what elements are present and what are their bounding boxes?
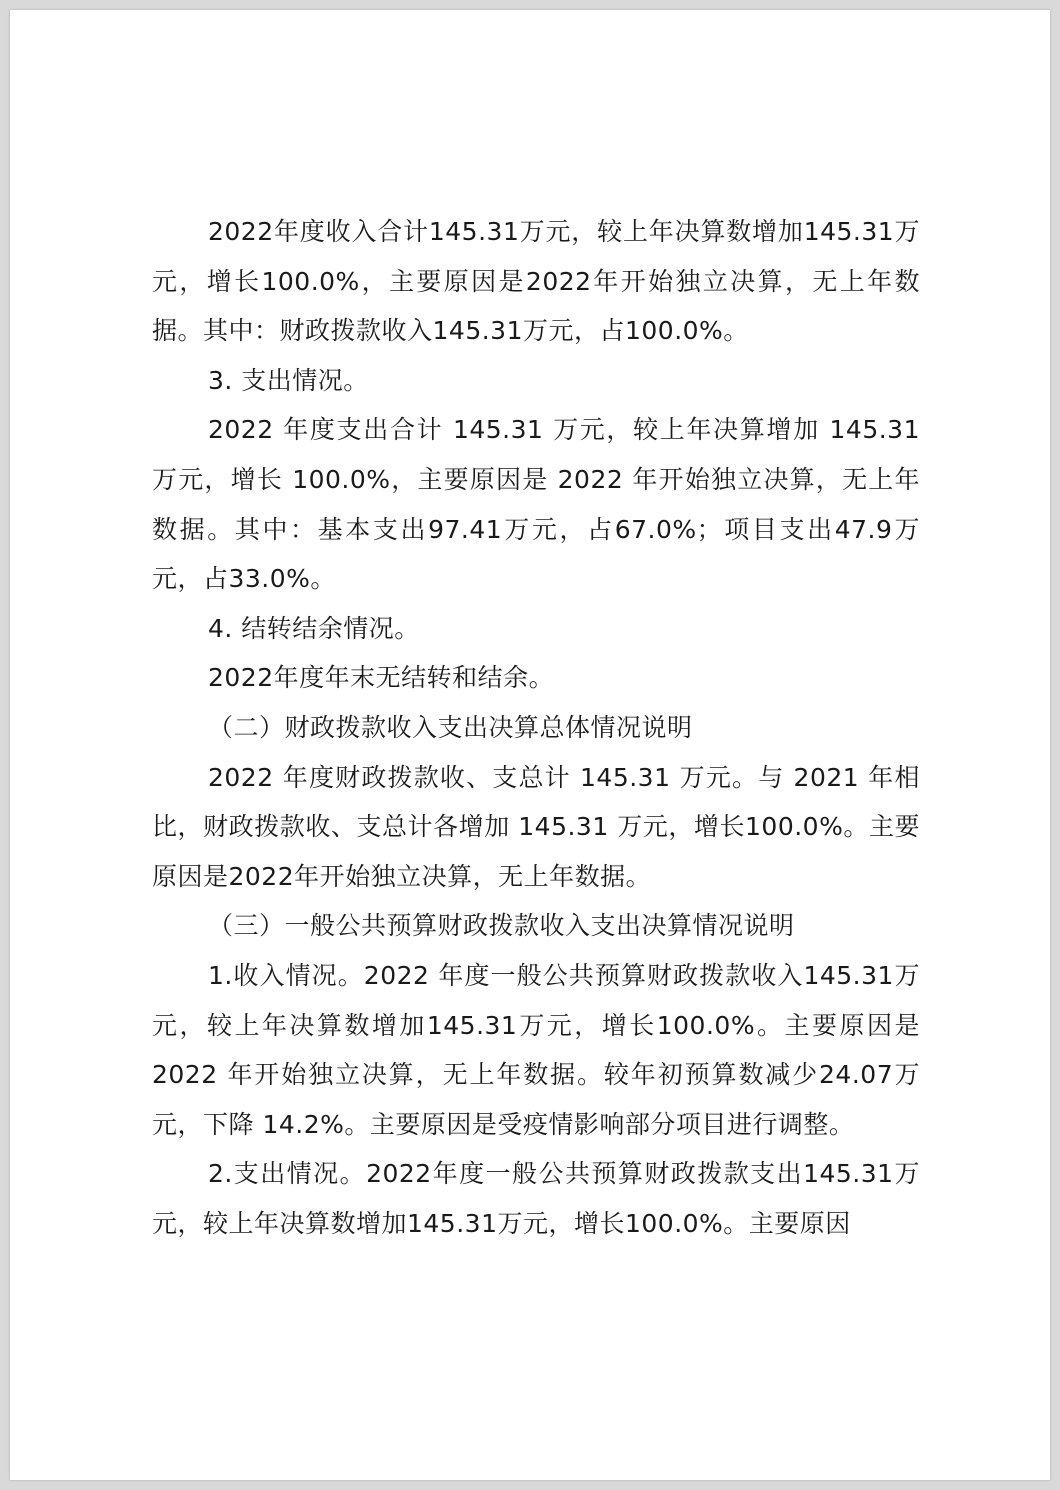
document-body [152, 207, 920, 1248]
paragraph-fiscal-total: 2022 年度财政拨款收、支总计 145.31 万元。与 2021 年相比，财政拨款收、支总计各增加 145.31 万元，增长100.0%。主要原因是2022年开始独立决算，无上年数据。 [152, 762, 920, 891]
paragraph-general-income: 1.收入情况。2022 年度一般公共预算财政拨款收入145.31万元，较上年决算数增加145.31万元，增长100.0%。主要原因是 2022 年开始独立决算，无上年数据。较年初预算数减少24.07万元，下降 14.2%。主要原因是受疫情影响部分项目进行调整。 [152, 960, 920, 1139]
paragraph-expenditure-total: 2022 年度支出合计 145.31 万元，较上年决算增加 145.31 万元，增长 100.0%，主要原因是 2022 年开始独立决算，无上年数据。其中：基本支出97.41万元，占67.0%；项目支出47.9万元，占33.0%。 [152, 415, 920, 594]
heading-section-three: （三）一般公共预算财政拨款收入支出决算情况说明 [208, 911, 795, 941]
heading-expenditure: 3. 支出情况。 [208, 365, 369, 395]
paragraph-income-total: 2022年度收入合计145.31万元，较上年决算数增加145.31万元，增长100.0%，主要原因是2022年开始独立决算，无上年数据。其中：财政拨款收入145.31万元，占100.0%。 [152, 217, 920, 346]
heading-carryover: 4. 结转结余情况。 [208, 613, 420, 643]
heading-section-two: （二）财政拨款收入支出决算总体情况说明 [208, 712, 693, 742]
paragraph-general-expenditure: 2.支出情况。2022年度一般公共预算财政拨款支出145.31万元，较上年决算数增加145.31万元，增长100.0%。主要原因 [152, 1159, 920, 1238]
paragraph-carryover: 2022年度年末无结转和结余。 [208, 663, 555, 693]
document-page [10, 10, 1050, 1480]
